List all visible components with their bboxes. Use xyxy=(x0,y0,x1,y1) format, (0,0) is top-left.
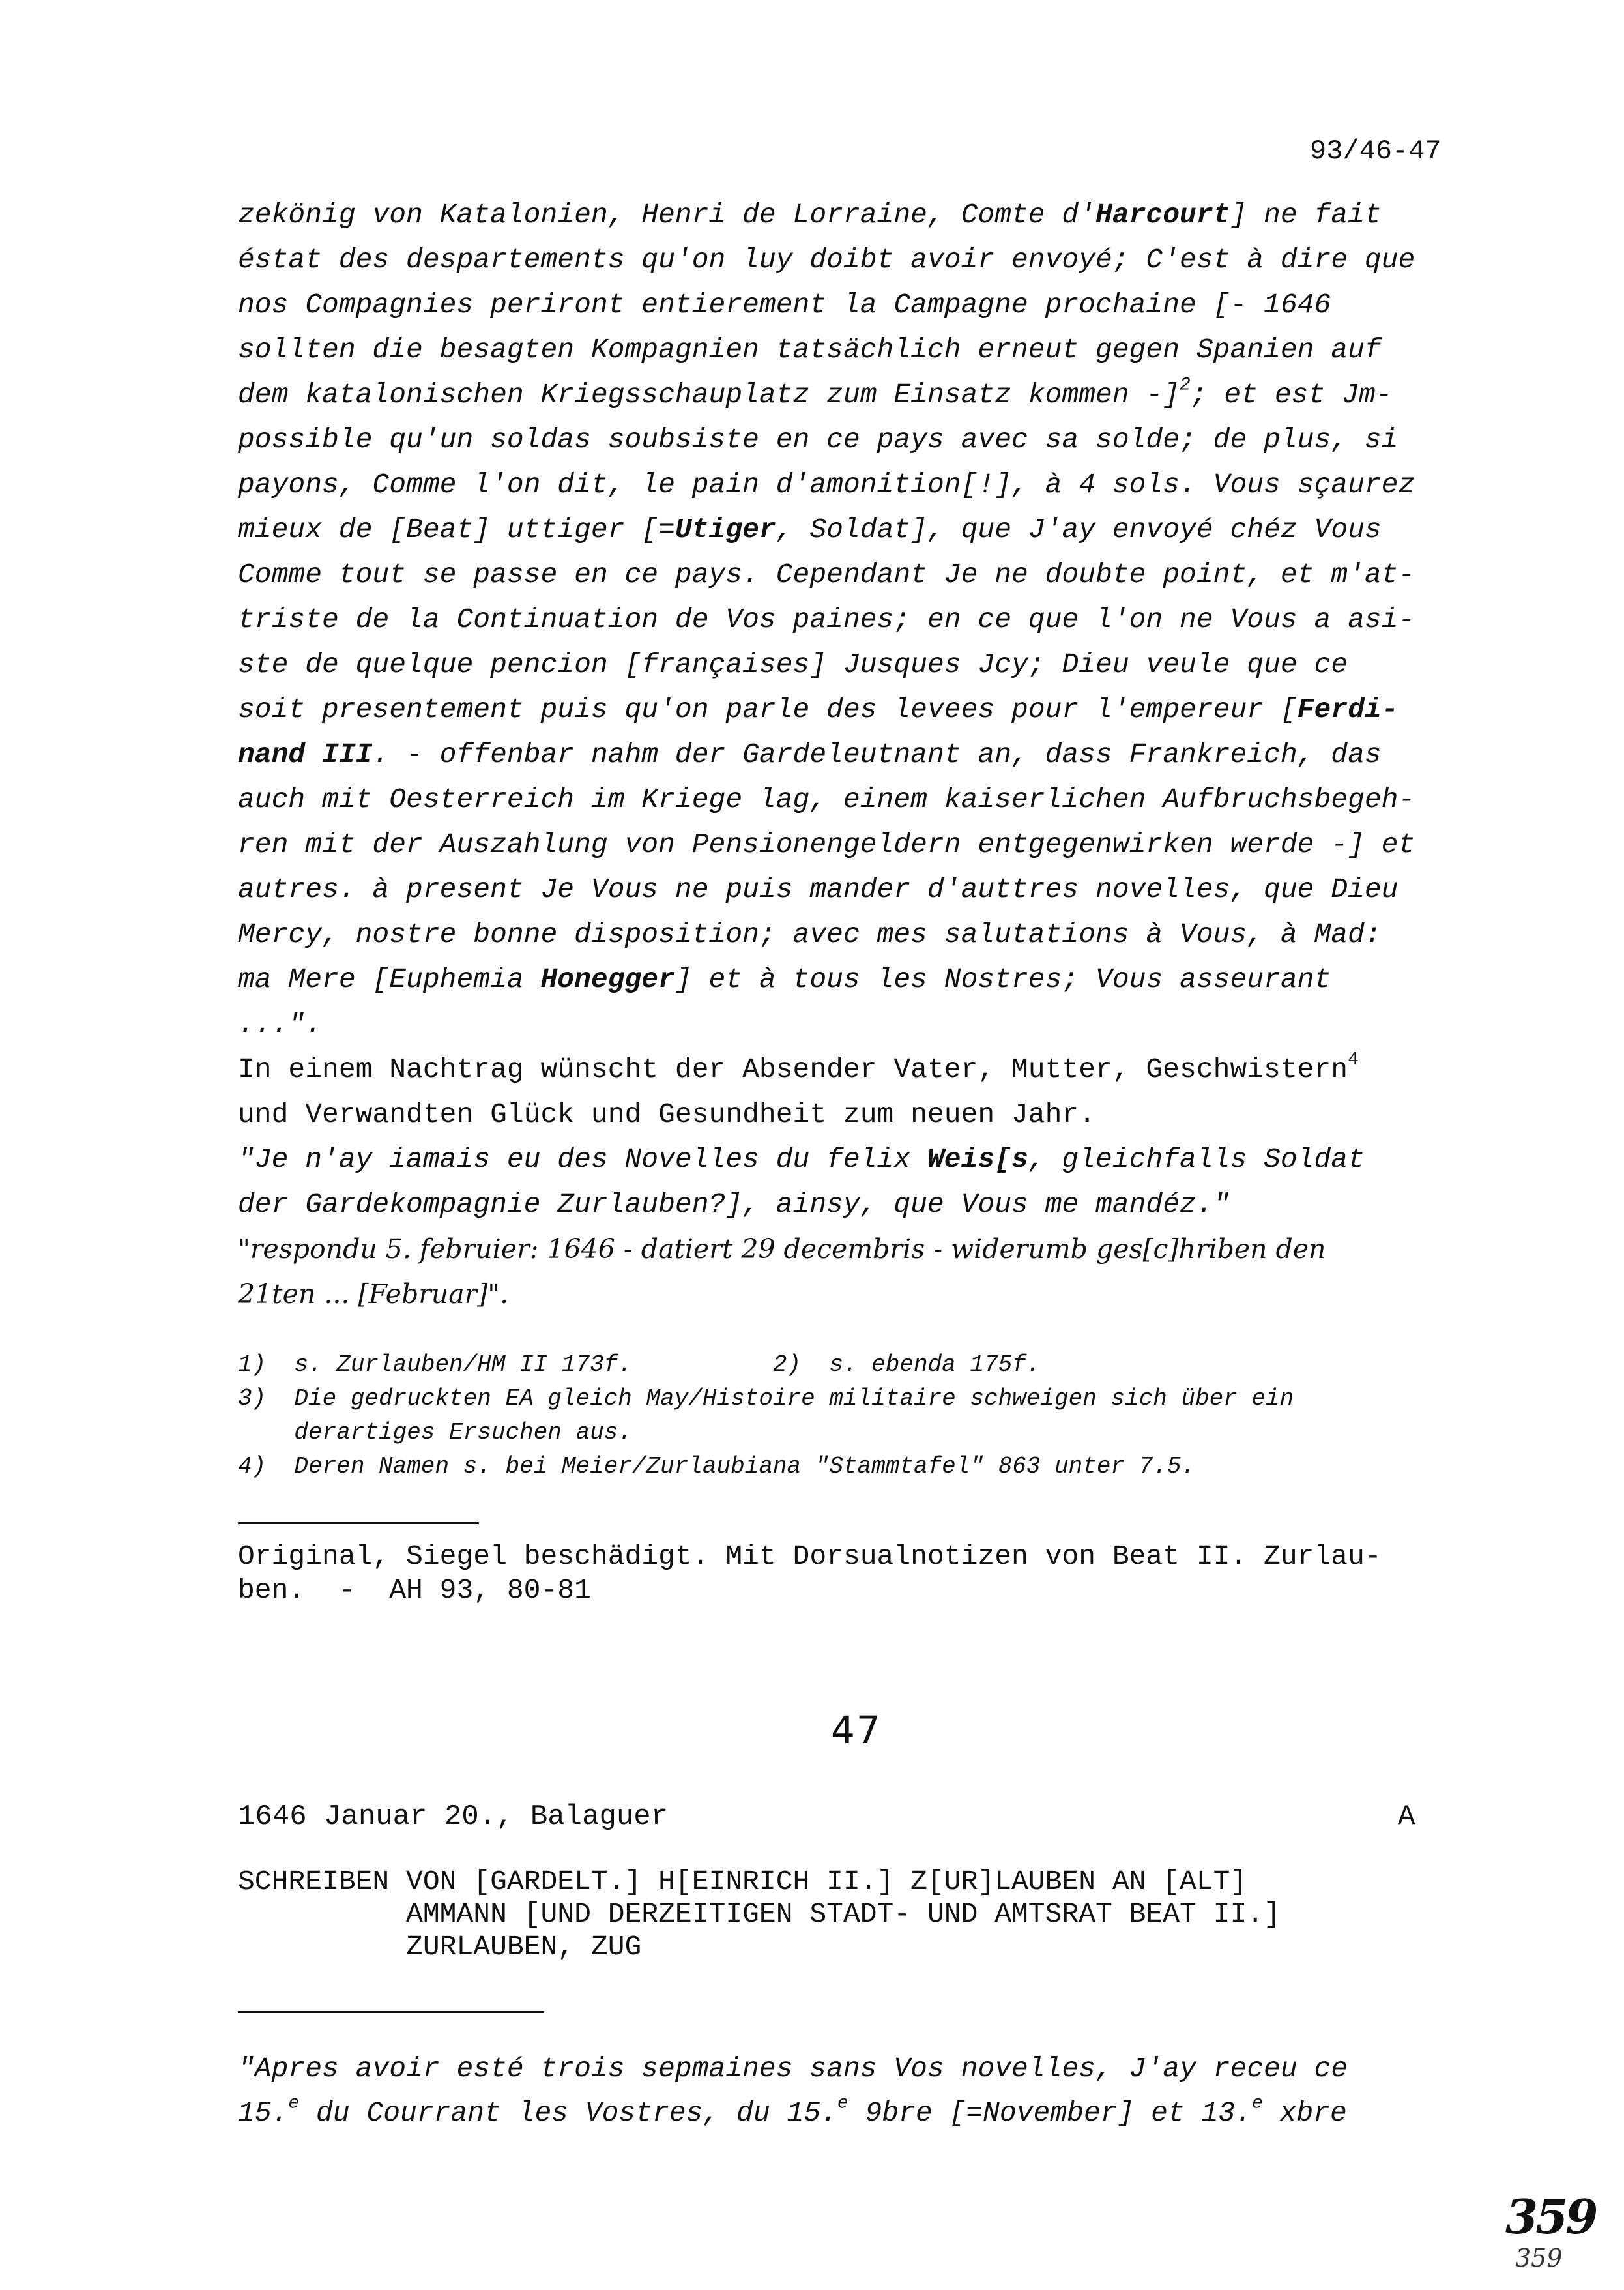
body-line: autres. à present Je Vous ne puis mander d'auttres novelles, que Dieu xyxy=(238,873,1399,905)
body-line: mieux de [Beat] uttiger [=Utiger, Soldat], que J'ay envoyé chéz Vous xyxy=(238,514,1382,546)
body-line: triste de la Continuation de Vos paines; en ce que l'on ne Vous a asi- xyxy=(238,604,1415,636)
dorsal-note-line: 21ten ... [Februar]". xyxy=(238,1278,509,1310)
letter-quote xyxy=(238,2047,1489,2136)
divider xyxy=(238,1522,479,1524)
body-line: ...". xyxy=(238,1008,323,1040)
body-line: dem katalonischen Kriegsschauplatz zum Einsatz kommen -]$^2$; et est Jm- xyxy=(238,375,1393,411)
body-line: soit presentement puis qu'on parle des levees pour l'empereur [Ferdi- xyxy=(238,694,1399,726)
footnotes xyxy=(238,1348,1496,1484)
body-line: der Gardekompagnie Zurlauben?], ainsy, que Vous me mandéz." xyxy=(238,1188,1230,1220)
title-line: ZURLAUBEN, ZUG xyxy=(238,1931,642,1963)
footnote: 4) Deren Namen s. bei Meier/Zurlaubiana "Stammtafel" 863 unter 7.5. xyxy=(238,1453,1196,1480)
divider xyxy=(238,2011,544,2013)
footnote-ref: 4 xyxy=(1348,1050,1359,1070)
footnote: derartiges Ersuchen aus. xyxy=(238,1419,632,1446)
body-line: In einem Nachtrag wünscht der Absender Vater, Mutter, Geschwistern$^4$ xyxy=(238,1050,1359,1085)
date-place: 1646 Januar 20., Balaguer xyxy=(238,1800,669,1833)
body-line: "Je n'ay iamais eu des Novelles du felix Weis[s, gleichfalls Soldat xyxy=(238,1143,1365,1175)
title-line: AMMANN [UND DERZEITIGEN STADT- UND AMTSRAT BEAT II.] xyxy=(238,1898,1281,1930)
document-number: 47 xyxy=(831,1708,882,1752)
document-title xyxy=(238,1866,1281,1963)
body-line: auch mit Oesterreich im Kriege lag, einem kaiserlichen Aufbruchsbegeh- xyxy=(238,784,1415,815)
body-line: possible qu'un soldas soubsiste en ce pays avec sa solde; de plus, si xyxy=(238,424,1399,456)
body-line: zekönig von Katalonien, Henri de Lorraine, Comte d'Harcourt] ne fait xyxy=(238,199,1382,231)
original-note-line: Original, Siegel beschädigt. Mit Dorsualnotizen von Beat II. Zurlau- xyxy=(238,1540,1382,1572)
body-line: ma Mere [Euphemia Honegger] et à tous les Nostres; Vous asseurant xyxy=(238,963,1331,995)
letter-body xyxy=(238,192,1489,1317)
body-line: payons, Comme l'on dit, le pain d'amonition[!], à 4 sols. Vous sçaurez xyxy=(238,469,1415,501)
body-line: ren mit der Auszahlung von Pensionengeldern entgegenwirken werde -] et xyxy=(238,829,1415,860)
footnote: 3) Die gedruckten EA gleich May/Histoire militaire schweigen sich über ein xyxy=(238,1385,1294,1412)
original-note xyxy=(238,1540,1489,1607)
body-line: éstat des despartements qu'on luy doibt avoir envoyé; C'est à dire que xyxy=(238,244,1415,276)
handwritten-page-number-faint: 359 xyxy=(1515,2244,1563,2272)
handwritten-page-number: 359 xyxy=(1505,2189,1596,2244)
body-line: ste de quelque pencion [françaises] Jusques Jcy; Dieu veule que ce xyxy=(238,649,1348,681)
class-letter: A xyxy=(1398,1800,1415,1833)
body-line: Comme tout se passe en ce pays. Cependant Je ne doubte point, et m'at- xyxy=(238,559,1415,591)
body-line: Mercy, nostre bonne disposition; avec mes salutations à Vous, à Mad: xyxy=(238,918,1382,950)
body-line: und Verwandten Glück und Gesundheit zum neuen Jahr. xyxy=(238,1098,1096,1130)
dorsal-note-line: "respondu 5. februier: 1646 - datiert 29 decembris - widerumb ges[c]hriben den xyxy=(238,1233,1326,1265)
body-line: nos Compagnies periront entierement la Campagne prochaine [- 1646 xyxy=(238,289,1331,321)
body-line: sollten die besagten Kompagnien tatsächlich erneut gegen Spanien auf xyxy=(238,334,1382,366)
title-line: SCHREIBEN VON [GARDELT.] H[EINRICH II.] Z[UR]LAUBEN AN [ALT] xyxy=(238,1866,1247,1898)
footnote-ref: 2 xyxy=(1180,375,1191,396)
body-line: nand III. - offenbar nahm der Gardeleutnant an, dass Frankreich, das xyxy=(238,739,1382,771)
quote-line: "Apres avoir esté trois sepmaines sans Vos novelles, J'ay receu ce xyxy=(238,2053,1348,2085)
footnote: 1) s. Zurlauben/HM II 173f. 2) s. ebenda 175f. xyxy=(238,1351,1041,1378)
original-note-line: ben. - AH 93, 80-81 xyxy=(238,1574,591,1606)
page-reference: 93/46-47 xyxy=(1310,136,1442,167)
quote-line: 15.$^e$ du Courrant les Vostres, du 15.$^e$ 9bre [=November] et 13.$^e$ xbre xyxy=(238,2093,1347,2129)
